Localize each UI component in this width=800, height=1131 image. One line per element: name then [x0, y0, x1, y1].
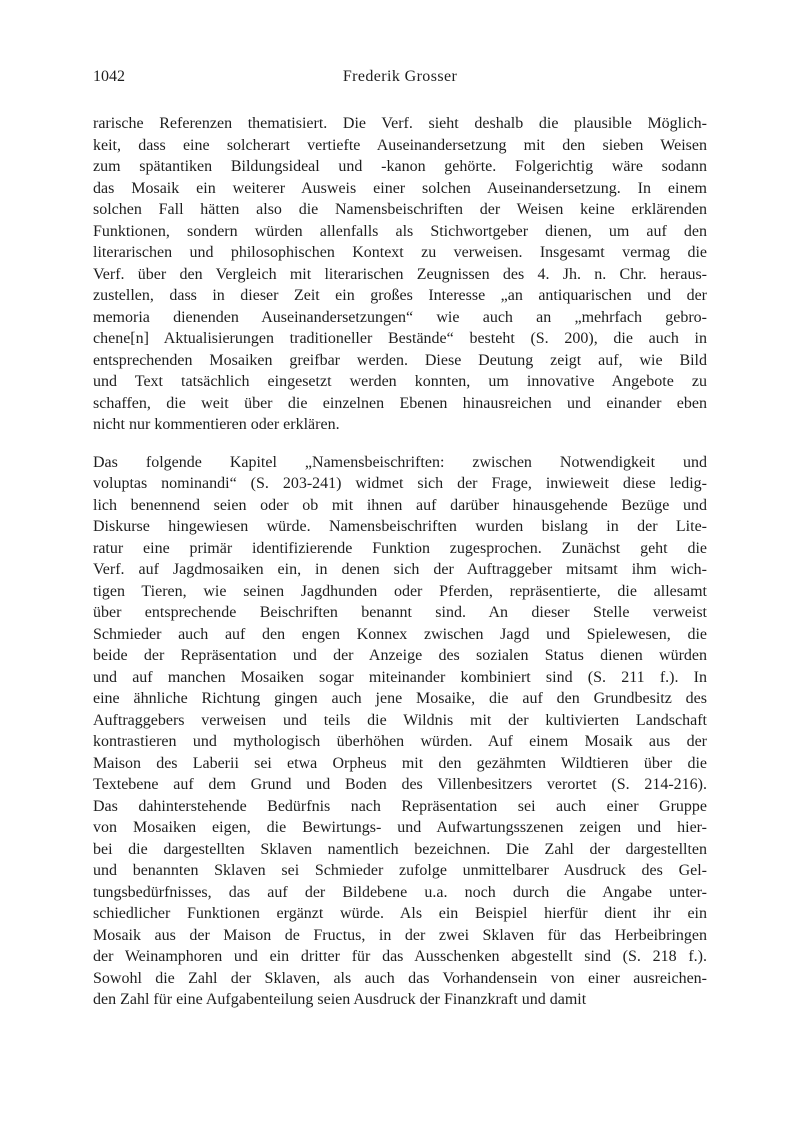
text-line: memoria dienenden Auseinandersetzungen“ wie auch an „mehrfach gebro-	[93, 308, 707, 326]
paragraph	[93, 113, 707, 436]
text-line: zum spätantiken Bildungsideal und -kanon gehörte. Folgerichtig wäre sodann	[93, 158, 707, 175]
text-line: solchen Fall hätten also die Namensbeischriften der Weisen keine erklärenden	[93, 201, 707, 218]
text-line: tigen Tieren, wie seinen Jagdhunden oder Pferden, repräsentierte, die allesamt	[93, 582, 707, 600]
running-title: Frederik Grosser	[342, 68, 458, 85]
text-line: entsprechenden Mosaiken greifbar werden. Diese Deutung zeigt auf, wie Bild	[93, 351, 707, 369]
text-line: chene[n] Aktualisierungen traditioneller Bestände“ besteht (S. 200), die auch in	[93, 330, 707, 347]
text-line: Das dahinterstehende Bedürfnis nach Repräsentation sei auch einer Gruppe	[93, 797, 707, 815]
text-line: lich benennend seien oder ob mit ihnen auf darüber hinausgehende Bezüge und	[93, 496, 707, 514]
text-line: zustellen, dass in dieser Zeit ein großes Interesse „an antiquarischen und der	[93, 287, 707, 304]
text-line: der Weinamphoren und ein dritter für das Ausschenken abgestellt sind (S. 218 f.).	[93, 948, 707, 965]
page-number: 1042	[93, 68, 125, 85]
text-line: Diskurse hingewiesen würde. Namensbeischriften wurden bislang in der Lite-	[93, 518, 707, 535]
text-line: und benannten Sklaven sei Schmieder zufolge unmittelbarer Ausdruck des Gel-	[93, 862, 707, 879]
text-line: eine ähnliche Richtung gingen auch jene Mosaike, die auf den Grundbesitz des	[93, 690, 707, 707]
text-line: Verf. auf Jagdmosaiken ein, in denen sich der Auftraggeber mitsamt ihm wich-	[93, 561, 707, 578]
text-line: und auf manchen Mosaiken sogar miteinander kombiniert sind (S. 211 f.). In	[93, 668, 707, 686]
page-header	[93, 68, 707, 90]
text-line: Funktionen, sondern würden allenfalls als Stichwortgeber dienen, um auf den	[93, 222, 707, 240]
text-line: über entsprechende Beischriften benannt sind. An dieser Stelle verweist	[93, 604, 707, 621]
text-line: ratur eine primär identifizierende Funktion zugesprochen. Zunächst geht die	[93, 539, 707, 557]
text-line: rarische Referenzen thematisiert. Die Verf. sieht deshalb die plausible Möglich-	[93, 115, 707, 132]
text-line: literarischen und philosophischen Kontext zu verweisen. Insgesamt vermag die	[93, 244, 707, 261]
text-line: und Text tatsächlich eingesetzt werden konnten, um innovative Angebote zu	[93, 373, 707, 390]
text-line: Mosaik aus der Maison de Fructus, in der zwei Sklaven für das Herbeibringen	[93, 926, 707, 944]
text-line: Maison des Laberii sei etwa Orpheus mit den gezähmten Wildtieren über die	[93, 754, 707, 772]
text-line: von Mosaiken eigen, die Bewirtungs- und Aufwartungsszenen zeigen und hier-	[93, 819, 707, 836]
paragraph	[93, 452, 707, 1011]
text-line: Verf. über den Vergleich mit literarischen Zeugnissen des 4. Jh. n. Chr. heraus-	[93, 265, 707, 283]
text-line: das Mosaik ein weiterer Ausweis einer solchen Auseinandersetzung. In einem	[93, 179, 707, 197]
text-line: beide der Repräsentation und der Anzeige des sozialen Status dienen würden	[93, 647, 707, 664]
text-line: schaffen, die weit über die einzelnen Ebenen hinausreichen und einander eben	[93, 394, 707, 412]
text-line: schiedlicher Funktionen ergänzt würde. Als ein Beispiel hierfür dient ihr ein	[93, 905, 707, 922]
text-line: keit, dass eine solcherart vertiefte Auseinandersetzung mit den sieben Weisen	[93, 136, 707, 154]
text-line: Auftraggebers verweisen und teils die Wildnis mit der kultivierten Landschaft	[93, 711, 707, 729]
text-line: tungsbedürfnisses, das auf der Bildebene u.a. noch durch die Angabe unter-	[93, 883, 707, 901]
text-line: bei die dargestellten Sklaven namentlich bezeichnen. Die Zahl der dargestellten	[93, 840, 707, 858]
text-line: Sowohl die Zahl der Sklaven, als auch das Vorhandensein von einer ausreichen-	[93, 969, 707, 987]
text-line: den Zahl für eine Aufgabenteilung seien Ausdruck der Finanzkraft und damit	[93, 991, 587, 1008]
text-line: Textebene auf dem Grund und Boden des Villenbesitzers verortet (S. 214-216).	[93, 776, 707, 793]
text-line: Schmieder auch auf den engen Konnex zwischen Jagd und Spielewesen, die	[93, 625, 707, 643]
text-line: nicht nur kommentieren oder erklären.	[93, 416, 340, 433]
page-body	[93, 113, 707, 1011]
text-line: kontrastieren und mythologisch überhöhen würden. Auf einem Mosaik aus der	[93, 733, 707, 750]
text-line: voluptas nominandi“ (S. 203-241) widmet sich der Frage, inwieweit diese ledig-	[93, 475, 707, 492]
text-line: Das folgende Kapitel „Namensbeischriften: zwischen Notwendigkeit und	[93, 453, 707, 471]
